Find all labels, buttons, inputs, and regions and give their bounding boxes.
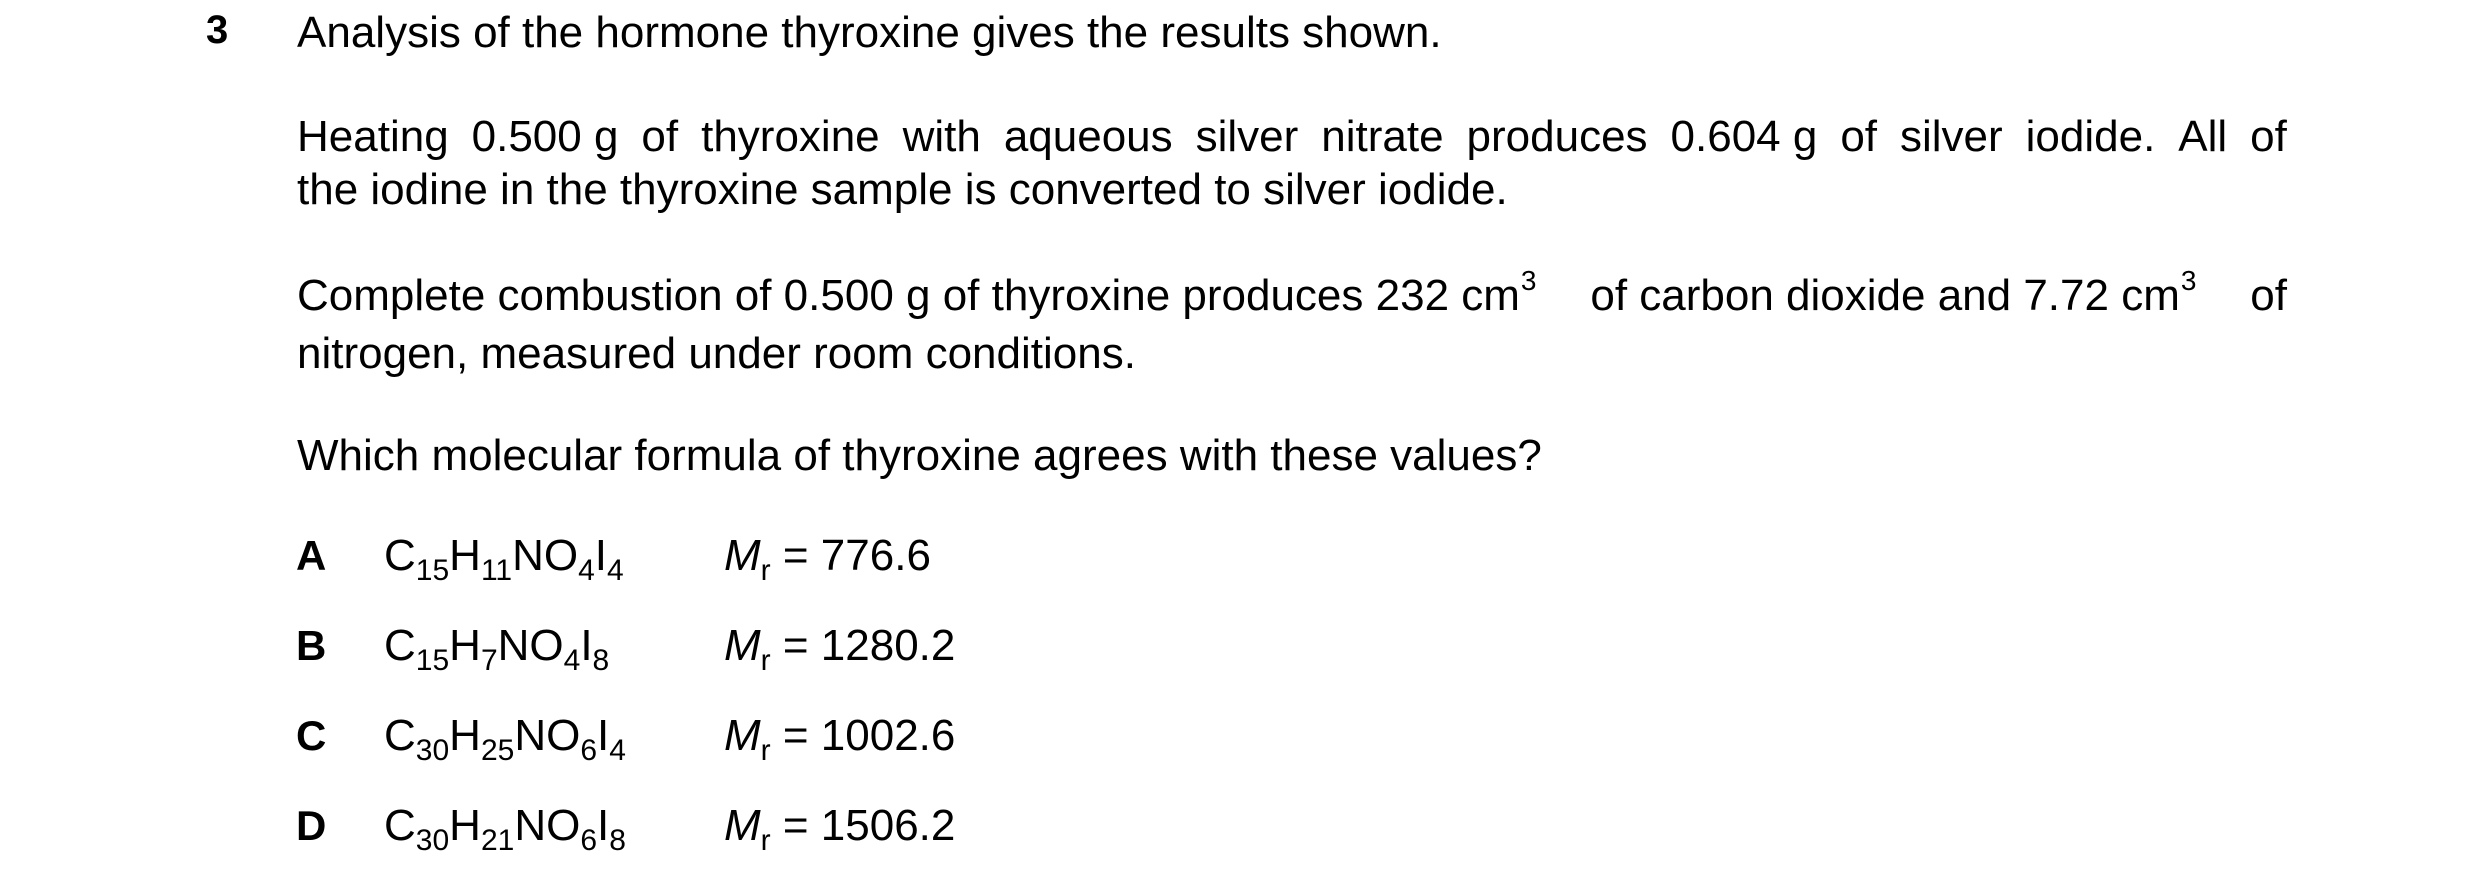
heating-line-2: the iodine in the thyroxine sample is converted to silver iodide. [297,165,1508,214]
formula-subscript: 11 [480,554,513,587]
option-letter: D [296,802,327,849]
combustion-line-1 [297,265,2287,327]
mr-symbol: M [724,711,761,760]
formula-element: H [449,711,481,760]
molecular-formula [384,526,624,591]
relative-molecular-mass [724,616,955,681]
formula-element: I [594,531,608,580]
combustion-line-2: nitrogen, measured under room conditions. [297,329,1136,378]
intro-line: Analysis of the hormone thyroxine gives the results shown. [297,8,1442,57]
question-number: 3 [206,8,229,52]
formula-element: H [449,621,481,670]
formula-element: C [384,621,416,670]
formula-subscript: 21 [480,824,515,857]
formula-subscript: 30 [415,824,450,857]
formula-subscript: 15 [415,644,450,677]
formula-subscript: 8 [592,644,610,677]
formula-subscript: 4 [578,554,595,587]
combustion-part-1: Complete combustion of 0.500 g of thyroxine produces 232 $cm^3$ [297,265,1537,320]
option-letter: A [296,532,327,579]
formula-element: NO [514,801,581,850]
heating-word: thyroxine [701,112,880,161]
formula-subscript: 30 [415,734,450,767]
mr-symbol: M [724,801,761,850]
formula-element: H [449,801,481,850]
heating-word: All [2178,112,2228,161]
superscript-3: 3 [2180,265,2197,296]
formula-subscript: 4 [609,734,626,767]
formula-subscript: 25 [480,734,515,767]
heating-word: silver [1195,112,1299,161]
mr-subscript: r [760,644,771,677]
formula-subscript: 15 [415,554,450,587]
formula-subscript: 7 [480,644,498,677]
formula-element: NO [514,711,581,760]
formula-element: I [580,621,593,670]
mr-symbol: M [724,531,761,580]
combustion-paragraph [297,265,2287,380]
heating-word: produces [1466,112,1648,161]
formula-element: NO [512,531,579,580]
mr-subscript: r [760,554,771,587]
option-letter: C [296,712,327,759]
heating-word: Heating [297,112,449,161]
mr-value: = 1280.2 [770,621,956,670]
formula-subscript: 4 [563,644,581,677]
mr-subscript: r [760,734,771,767]
molecular-formula [384,706,626,771]
formula-element: NO [497,621,564,670]
question-prompt [297,429,2287,482]
heating-word: iodide. [2025,112,2156,161]
mr-symbol: M [724,621,761,670]
formula-element: I [597,801,610,850]
heating-word: 0.604 g [1670,112,1818,161]
combustion-part-2: of carbon dioxide and 7.72 $cm^3$ [1590,265,2197,320]
relative-molecular-mass [724,796,955,861]
mr-value: = 1002.6 [770,711,956,760]
mr-value: = 1506.2 [770,801,956,850]
heating-word: aqueous [1003,112,1173,161]
heating-word: with [902,112,981,161]
relative-molecular-mass [724,526,931,591]
heating-paragraph [297,110,2287,216]
prompt-line: Which molecular formula of thyroxine agrees with these values? [297,431,1542,480]
molecular-formula [384,796,626,861]
intro-text [297,6,2287,59]
heating-word: of [2250,112,2287,161]
molecular-formula [384,616,609,681]
formula-element: I [597,711,610,760]
mr-subscript: r [760,824,771,857]
formula-subscript: 6 [580,824,597,857]
formula-subscript: 6 [580,734,597,767]
formula-element: H [449,531,481,580]
heating-word: silver [1899,112,2003,161]
combustion-part-3: of [2250,271,2287,320]
heating-word: 0.500 g [471,112,619,161]
formula-subscript: 4 [607,554,624,587]
heating-word: nitrate [1321,112,1444,161]
relative-molecular-mass [724,706,955,771]
heating-word: of [641,112,679,161]
formula-subscript: 8 [609,824,626,857]
formula-element: C [384,711,416,760]
heating-word: of [1840,112,1878,161]
mr-value: = 776.6 [770,531,931,580]
heating-line-1 [297,110,2287,163]
formula-element: C [384,531,416,580]
formula-element: C [384,801,416,850]
option-letter: B [296,622,327,669]
superscript-3: 3 [1520,265,1537,296]
